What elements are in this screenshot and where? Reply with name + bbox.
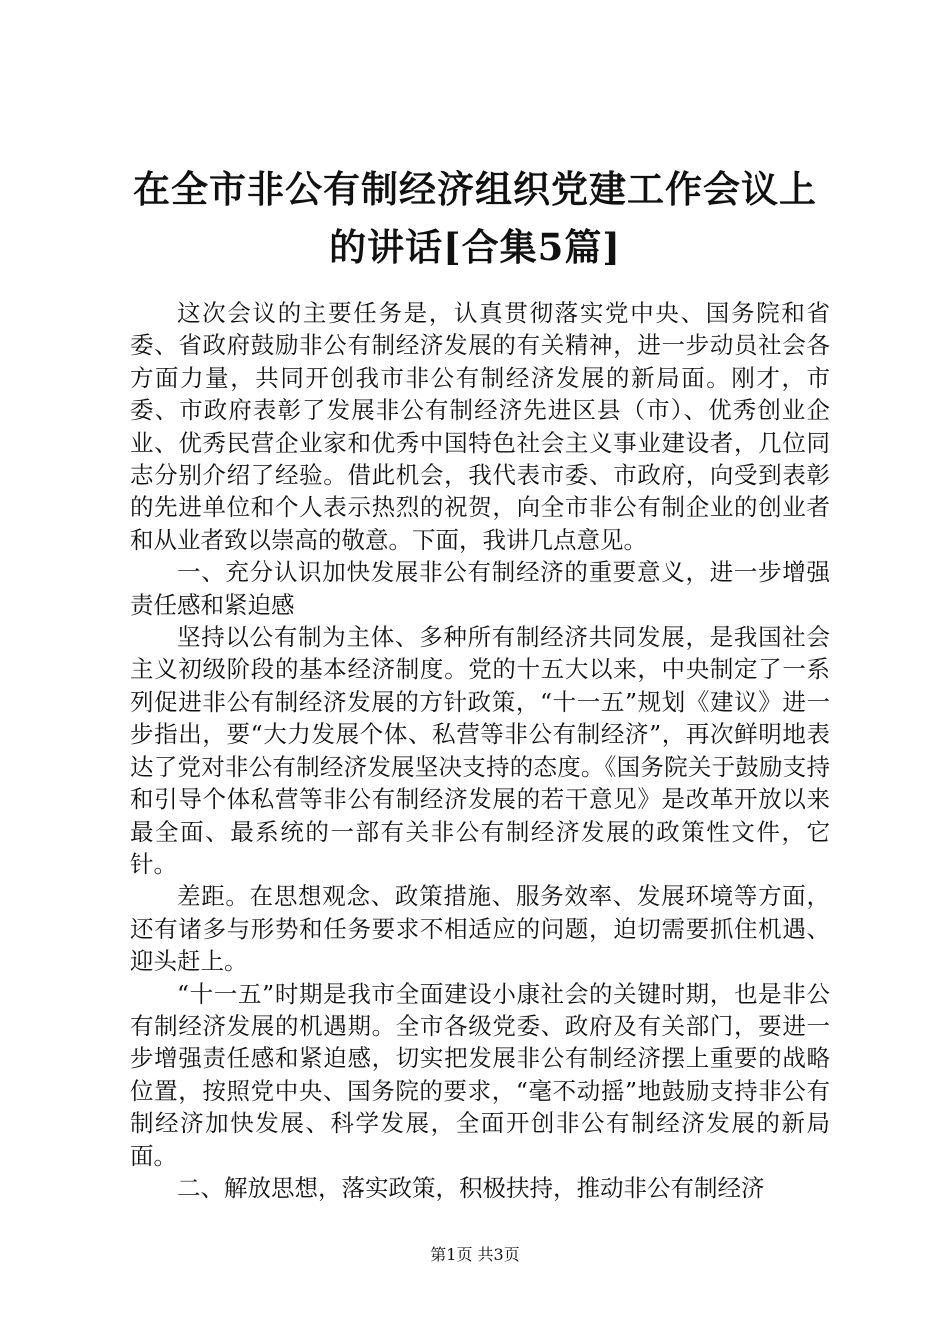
paragraph-basic-system: 坚持以公有制为主体、多种所有制经济共同发展，是我国社会主义初级阶段的基本经济制度。党的十五大以来，中央制定了一系列促进非公有制经济发展的方针政策，“十一五”规划《建议》进一步指出，要“大力发展个体、私营等非公有制经济”，再次鲜明地表达了党对非公有制经济发展坚决支持的态度。《国务院关于鼓励支持和引导个体私营等非公有制经济发展的若干意见》是改革开放以来最全面、最系统的一部有关非公有制经济发展的政策性文件，它针。 [130, 623, 830, 878]
section-heading-2: 二、解放思想，落实政策，积极扶持，推动非公有制经济 [177, 1173, 765, 1202]
paragraph-five-year-plan: “十一五”时期是我市全面建设小康社会的关键时期，也是非公有制经济发展的机遇期。全市各级党委、政府及有关部门，要进一步增强责任感和紧迫感，切实把发展非公有制经济摆上重要的战略位置，按照党中央、国务院的要求，“毫不动摇”地鼓励支持非公有制经济加快发展、科学发展，全面开创非公有制经济发展的新局面。 [130, 979, 830, 1170]
section-heading-1: 一、充分认识加快发展非公有制经济的重要意义，进一步增强责任感和紧迫感 [130, 558, 830, 619]
document-body [130, 297, 830, 1204]
document-title: 在全市非公有制经济组织党建工作会议上的讲话[合集5篇] [133, 167, 817, 269]
paragraph-intro: 这次会议的主要任务是，认真贯彻落实党中央、国务院和省委、省政府鼓励非公有制经济发展的有关精神，进一步动员社会各方面力量，共同开创我市非公有制经济发展的新局面。刚才，市委、市政府表彰了发展非公有制经济先进区县（市）、优秀创业企业、优秀民营企业家和优秀中国特色社会主义事业建设者，几位同志分别介绍了经验。借此机会，我代表市委、市政府，向受到表彰的先进单位和个人表示热烈的祝贺，向全市非公有制企业的创业者和从业者致以崇高的敬意。下面，我讲几点意见。 [130, 299, 830, 554]
page-number-footer: 第1页 共3页 [430, 1245, 520, 1264]
paragraph-gap: 差距。在思想观念、政策措施、服务效率、发展环境等方面，还有诸多与形势和任务要求不相适应的问题，迫切需要抓住机遇、迎头赶上。 [130, 882, 830, 976]
